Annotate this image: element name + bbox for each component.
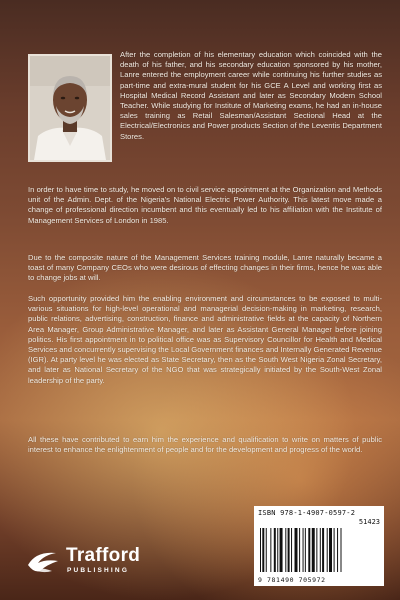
- bio-paragraph-3: Due to the composite nature of the Management Services training module, Lanre naturally became a toast of many Company CEOs who were desirous of effecting changes in their firms, hence he was able to change jobs at will.: [28, 253, 382, 283]
- trafford-swirl-icon: [26, 547, 62, 575]
- bio-paragraph-2: In order to have time to study, he moved on to civil service appointment at the Organization and Methods unit of the Admin. Dept. of the Nigeria's National Electric Power Authority. This latest move made a change of professional direction incumbent and this eventually led to his affiliation with the Institute of Management Services of London in 1985.: [28, 185, 382, 225]
- publisher-name: Trafford: [66, 545, 141, 566]
- bio-paragraph-1: After the completion of his elementary education which coincided with the death of his father, and his secondary education sponsored by his mother, Lanre entered the employment career while continuing his further studies as part-time and extra-mural student for his GCE A Level and working first as Hospital Medical Record Assistant and later as Secondary Modern School Teacher. While studying for Institute of Marketing exams, he had an in-house sales training as Retail Salesman/Assistant Sectional Head at the Electrical/Electronics and Power products Section of the Leventis Department Stores.: [120, 50, 382, 141]
- isbn-barcode: [254, 506, 384, 586]
- barcode-bars: [260, 528, 378, 572]
- ean-digits: 9 781490 705972: [258, 576, 326, 584]
- author-portrait-icon: [30, 56, 110, 160]
- bio-paragraph-5: All these have contributed to earn him the experience and qualification to write on matters of public interest to enhance the enlightenment of people and for the development and progress of the world.: [28, 435, 382, 455]
- author-photo: [28, 54, 112, 162]
- publisher-logo: [26, 545, 166, 579]
- isbn-number: ISBN 978-1-4907-0597-2: [258, 509, 356, 517]
- price-code: 51423: [358, 518, 380, 526]
- publisher-subtitle: PUBLISHING: [67, 567, 130, 574]
- bio-paragraph-4: Such opportunity provided him the enabling environment and circumstances to be exposed to multi-various situations for high-level operational and managerial decision-making in marketing, research, public relations, advertising, construction, finance and administrative fields at the capacity of Northern Area Manager, Group Administrative Manager, and later as Assistant General Manager before joining politics. His first appointment in to political office was as Supervisory Councillor for Health and Medical Services and concurrently supervising the Local Government finances and Internally Generated Revenue (IGR). At party level he was elected as State Secretary, then as the South West Nigeria Zonal Secretary, and later as National Secretary of the NGO that was strategically initiated by the South-West Zonal leadership of the party.: [28, 294, 382, 385]
